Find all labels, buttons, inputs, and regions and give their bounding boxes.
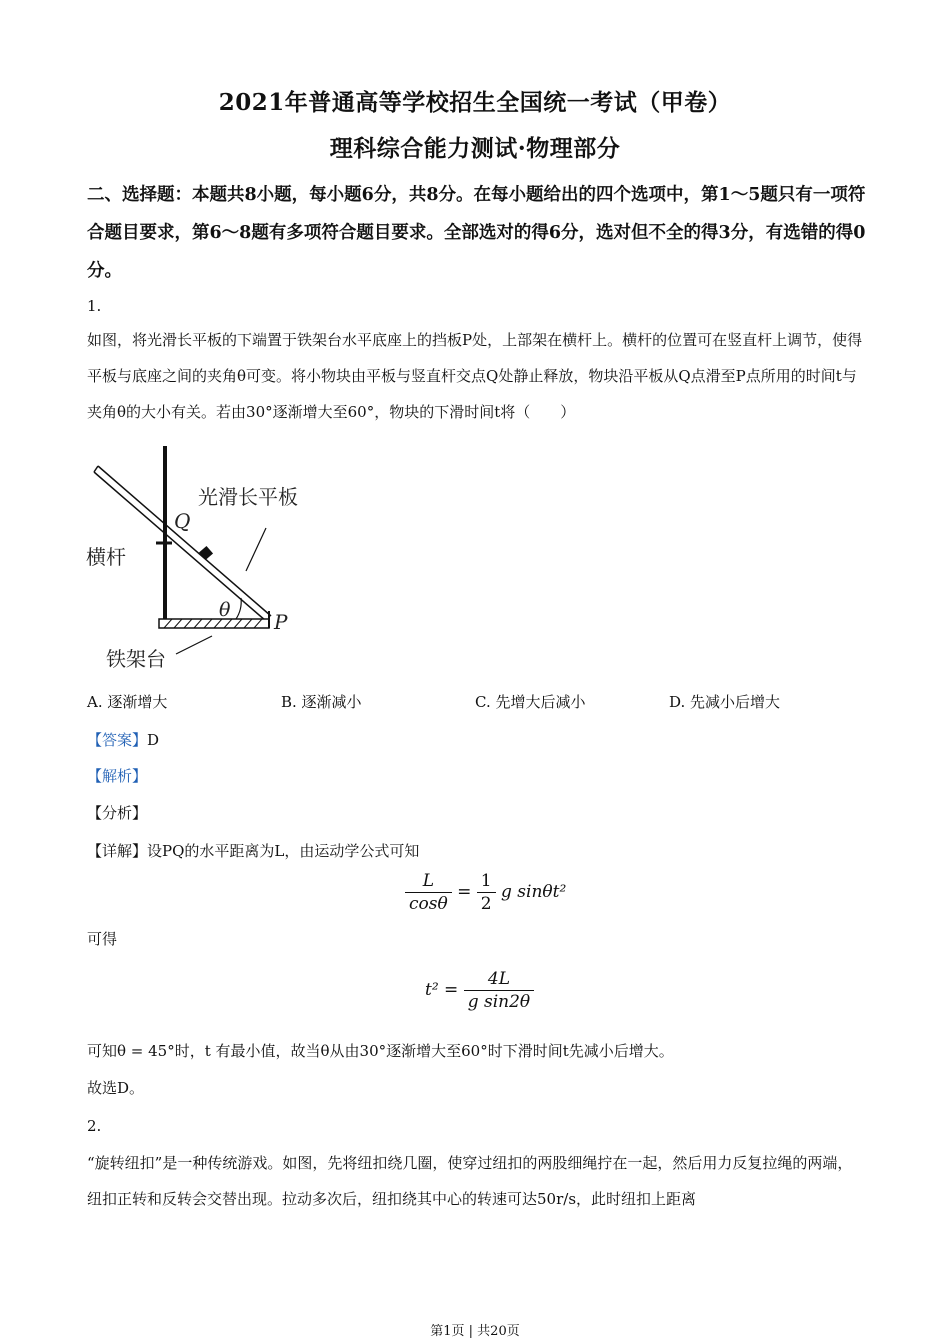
formula1-den: cosθ xyxy=(409,894,448,914)
formula-2 xyxy=(425,968,534,1013)
formula1-num: L xyxy=(405,870,452,893)
question-1-number: 1. xyxy=(87,297,102,315)
label-bar: 横杆 xyxy=(86,545,126,569)
answer-line xyxy=(87,726,159,754)
exam-title: 2021年普通高等学校招生全国统一考试（甲卷） xyxy=(218,89,732,116)
exam-subtitle: 理科综合能力测试·物理部分 xyxy=(329,135,621,162)
formula2-den: g sin2θ xyxy=(467,992,531,1012)
conclusion-line: 可知θ = 45°时，t 有最小值，故当θ从由30°逐渐增大至60°时下滑时间t先减小后增大。 xyxy=(87,1042,674,1060)
answer-tag: 【答案】 xyxy=(87,731,148,749)
page-footer: 第1页 | 共20页 xyxy=(430,1324,520,1339)
question-2-stem: “旋转纽扣”是一种传统游戏。如图，先将纽扣绕几圈，使穿过纽扣的两股细绳拧在一起，然后用力反复拉绳的两端，纽扣正转和反转会交替出现。拉动多次后，纽扣绕其中心的转速可达50r/s，此时纽扣上距离 xyxy=(87,1154,853,1208)
label-stand: 铁架台 xyxy=(106,647,166,671)
option-b: B. 逐渐减小 xyxy=(281,693,362,711)
select-line: 故选D。 xyxy=(87,1079,145,1097)
answer-value: D xyxy=(147,731,160,749)
kede-line: 可得 xyxy=(87,930,118,948)
leader-plate xyxy=(246,528,266,571)
formula1-rhs: g sinθt² xyxy=(501,882,567,902)
block xyxy=(199,546,213,560)
question-1-stem: 如图，将光滑长平板的下端置于铁架台水平底座上的挡板P处，上部架在横杆上。横杆的位置可在竖直杆上调节，使得平板与底座之间的夹角θ可变。将小物块由平板与竖直杆交点Q处静止释放，物块沿平板从Q点滑至P点所用的时间t与夹角θ的大小有关。若由30°逐渐增大至60°，物块的下滑时间t将（ ） xyxy=(87,331,863,421)
label-Q: Q xyxy=(174,509,191,533)
formula2-lhs: t² = xyxy=(425,980,459,1000)
option-d: D. 先减小后增大 xyxy=(669,693,781,711)
option-c: C. 先增大后减小 xyxy=(475,693,586,711)
detail-line xyxy=(87,837,419,865)
question-1-figure xyxy=(86,436,346,686)
formula1-half-num: 1 xyxy=(477,870,496,893)
label-P: P xyxy=(274,610,288,634)
formula1-half-den: 2 xyxy=(480,894,492,914)
formula2-num: 4L xyxy=(464,968,534,991)
formula1-eq: = xyxy=(457,882,472,902)
fenxi-tag: 【分析】 xyxy=(87,804,148,822)
angle-arc xyxy=(236,598,241,619)
label-theta: θ xyxy=(219,599,231,621)
question-2-number: 2. xyxy=(87,1117,102,1135)
formula-1 xyxy=(405,870,566,915)
section-instructions: 二、选择题：本题共8小题，每小题6分，共8分。在每小题给出的四个选项中，第1～5题只有一项符合题目要求，第6～8题有多项符合题目要求。全部选对的得6分，选对但不全的得3分，有选错的得0分。 xyxy=(87,185,866,281)
detail-tag: 【详解】 xyxy=(87,842,148,860)
leader-stand xyxy=(176,636,212,654)
option-a: A. 逐渐增大 xyxy=(87,693,168,711)
analysis-tag: 【解析】 xyxy=(87,767,148,785)
plate-end xyxy=(94,466,98,472)
detail-text: 设PQ的水平距离为L，由运动学公式可知 xyxy=(147,842,420,860)
label-plate: 光滑长平板 xyxy=(198,485,298,509)
